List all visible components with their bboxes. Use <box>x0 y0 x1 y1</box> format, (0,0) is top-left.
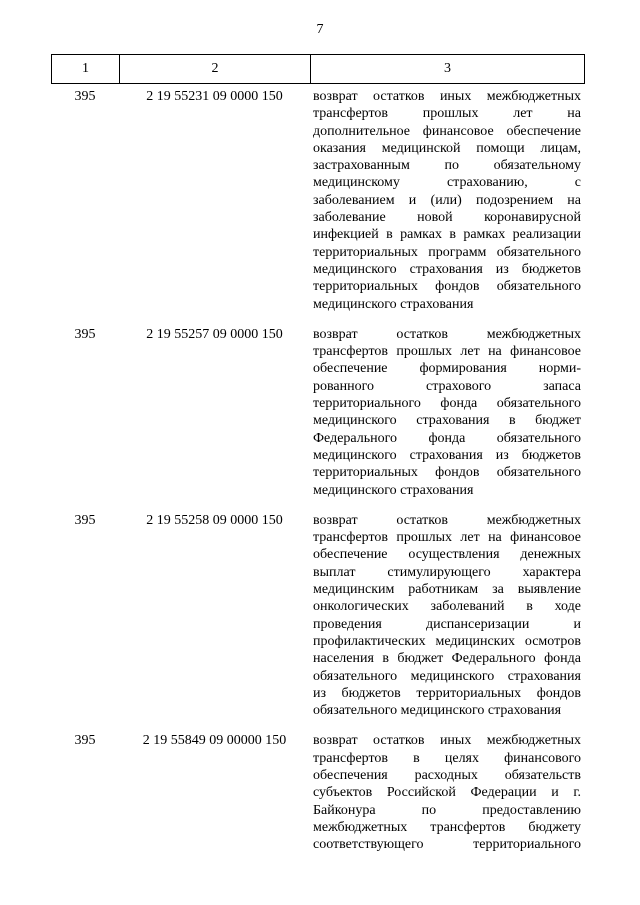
description-line: медицинскому страхованию, с <box>313 175 581 191</box>
description-line: профилактических медицинских осмотров <box>313 633 581 649</box>
row-code: 395 <box>74 512 96 528</box>
row-description <box>313 512 581 720</box>
description-line: возврат остатков межбюджетных <box>313 326 581 342</box>
description-line: возврат остатков иных межбюджетных <box>313 733 581 749</box>
description-line: населения в бюджет Федерального фонда <box>313 651 581 667</box>
row-description <box>313 732 581 853</box>
table-body <box>0 88 640 853</box>
column-header-2: 2 <box>120 55 311 84</box>
description-line: обязательного медицинского страхования <box>313 668 581 684</box>
description-line: проведения диспансеризации и <box>313 616 581 632</box>
row-budget-code: 2 19 55849 09 00000 150 <box>142 733 287 749</box>
description-line: заболеванием и (или) подозрением на <box>313 192 581 208</box>
description-line: возврат остатков межбюджетных <box>313 512 581 528</box>
row-code: 395 <box>74 326 96 342</box>
description-line: дополнительное финансовое обеспечение <box>313 123 581 139</box>
table-header <box>51 54 585 84</box>
description-line: субъектов Российской Федерации и г. <box>313 785 581 801</box>
description-line: медицинского страхования в бюджет <box>313 413 581 429</box>
description-line: возврат остатков иных межбюджетных <box>313 89 581 104</box>
description-line: оказания медицинской помощи лицам, <box>313 140 581 156</box>
description-line: медицинского страхования <box>313 482 474 498</box>
description-line: территориальных программ обязательного <box>313 244 581 260</box>
row-budget-code: 2 19 55258 09 0000 150 <box>146 512 283 528</box>
description-line: заболевание новой коронавирусной <box>313 210 581 226</box>
description-line: обеспечения расходных обязательств <box>313 767 581 783</box>
description-line: Байконура по предоставлению <box>313 802 581 818</box>
table-row <box>0 326 640 499</box>
description-line: Федерального фонда обязательного <box>313 430 581 446</box>
description-line: обеспечение формирования норми- <box>313 361 581 377</box>
row-budget-code: 2 19 55231 09 0000 150 <box>146 89 283 104</box>
description-line: трансфертов в целях финансового <box>313 750 581 766</box>
description-line: выплат стимулирующего характера <box>313 564 581 580</box>
description-line: трансфертов прошлых лет на <box>313 106 581 122</box>
description-line: из бюджетов территориальных фондов <box>313 685 581 701</box>
page-number: 7 <box>316 22 324 37</box>
description-line: межбюджетных трансфертов бюджету <box>313 819 581 835</box>
description-line: медицинского страхования из бюджетов <box>313 447 581 463</box>
row-code: 395 <box>74 733 96 749</box>
description-line: онкологических заболеваний в ходе <box>313 599 581 615</box>
description-line: медицинского страхования <box>313 296 474 312</box>
description-line: застрахованным по обязательному <box>313 158 581 174</box>
description-line: территориальных фондов обязательного <box>313 279 581 295</box>
description-line: обеспечение осуществления денежных <box>313 547 581 563</box>
description-line: медицинским работникам за выявление <box>313 582 581 598</box>
row-description <box>313 326 581 499</box>
description-line: рованного страхового запаса <box>313 378 581 394</box>
description-line: территориального фонда обязательного <box>313 396 581 412</box>
table-row <box>0 88 640 313</box>
description-line: обязательного медицинского страхования <box>313 703 562 719</box>
row-code: 395 <box>74 89 96 104</box>
table-row <box>0 732 640 853</box>
description-line: соответствующего территориального <box>313 837 581 853</box>
description-line: медицинского страхования из бюджетов <box>313 261 581 277</box>
row-description <box>313 88 581 313</box>
column-header-3: 3 <box>311 55 585 84</box>
column-header-1: 1 <box>52 55 120 84</box>
description-line: трансфертов прошлых лет на финансовое <box>313 530 581 546</box>
table-row <box>0 512 640 720</box>
description-line: инфекцией в рамках в рамках реализации <box>313 227 581 243</box>
description-line: трансфертов прошлых лет на финансовое <box>313 344 581 360</box>
row-budget-code: 2 19 55257 09 0000 150 <box>146 326 283 342</box>
description-line: территориальных фондов обязательного <box>313 465 581 481</box>
